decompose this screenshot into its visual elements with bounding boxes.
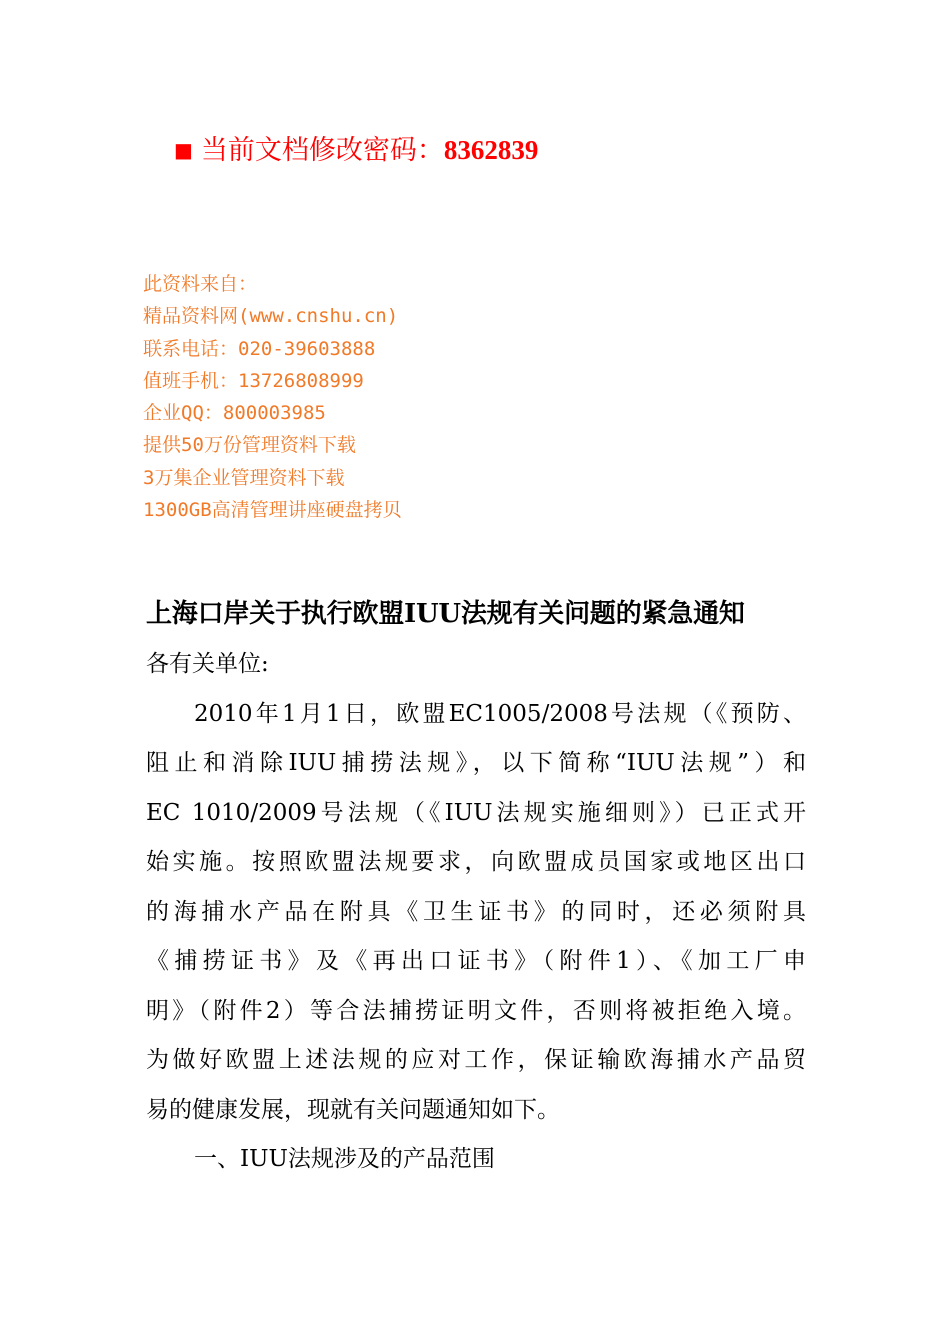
source-line: 联系电话：020-39603888 bbox=[143, 337, 376, 360]
paragraph-line: 阻止和消除IUU捕捞法规》，以下简称“IUU法规”）和 bbox=[146, 750, 806, 776]
document-body bbox=[146, 640, 806, 1185]
salutation: 各有关单位: bbox=[146, 651, 269, 677]
source-line: 企业QQ：800003985 bbox=[143, 402, 326, 425]
section-heading: 一、IUU法规涉及的产品范围 bbox=[194, 1146, 495, 1172]
source-line: 精品资料网(www.cnshu.cn) bbox=[143, 305, 399, 328]
paragraph-line: EC 1010/2009号法规（《IUU法规实施细则》）已正式开 bbox=[146, 799, 806, 826]
source-info-block bbox=[143, 268, 402, 526]
document-title: 上海口岸关于执行欧盟IUU法规有关问题的紧急通知 bbox=[146, 599, 745, 629]
paragraph-line: 《捕捞证书》及《再出口证书》（附件1）、《加工厂申 bbox=[146, 948, 806, 974]
password-label: 当前文档修改密码： bbox=[200, 135, 444, 166]
paragraph-line: 2010年1月1日，欧盟EC1005/2008号法规（《预防、 bbox=[194, 700, 806, 727]
password-notice bbox=[174, 130, 538, 172]
source-line: 提供50万份管理资料下载 bbox=[143, 434, 356, 457]
square-bullet-icon: ■ bbox=[174, 138, 193, 162]
source-line: 值班手机：13726808999 bbox=[143, 369, 364, 392]
source-line: 3万集企业管理资料下载 bbox=[143, 466, 345, 489]
source-line: 1300GB高清管理讲座硬盘拷贝 bbox=[143, 499, 402, 522]
paragraph-line: 的海捕水产品在附具《卫生证书》的同时，还必须附具 bbox=[146, 898, 806, 925]
paragraph-line: 为做好欧盟上述法规的应对工作，保证输欧海捕水产品贸 bbox=[146, 1047, 806, 1073]
source-line: 此资料来自： bbox=[143, 273, 258, 295]
password-code: 8362839 bbox=[443, 135, 539, 165]
paragraph-line: 易的健康发展，现就有关问题通知如下。 bbox=[146, 1096, 560, 1123]
paragraph-line: 始实施。按照欧盟法规要求，向欧盟成员国家或地区出口 bbox=[146, 849, 806, 875]
paragraph-line: 明》（附件2）等合法捕捞证明文件，否则将被拒绝入境。 bbox=[146, 997, 806, 1024]
